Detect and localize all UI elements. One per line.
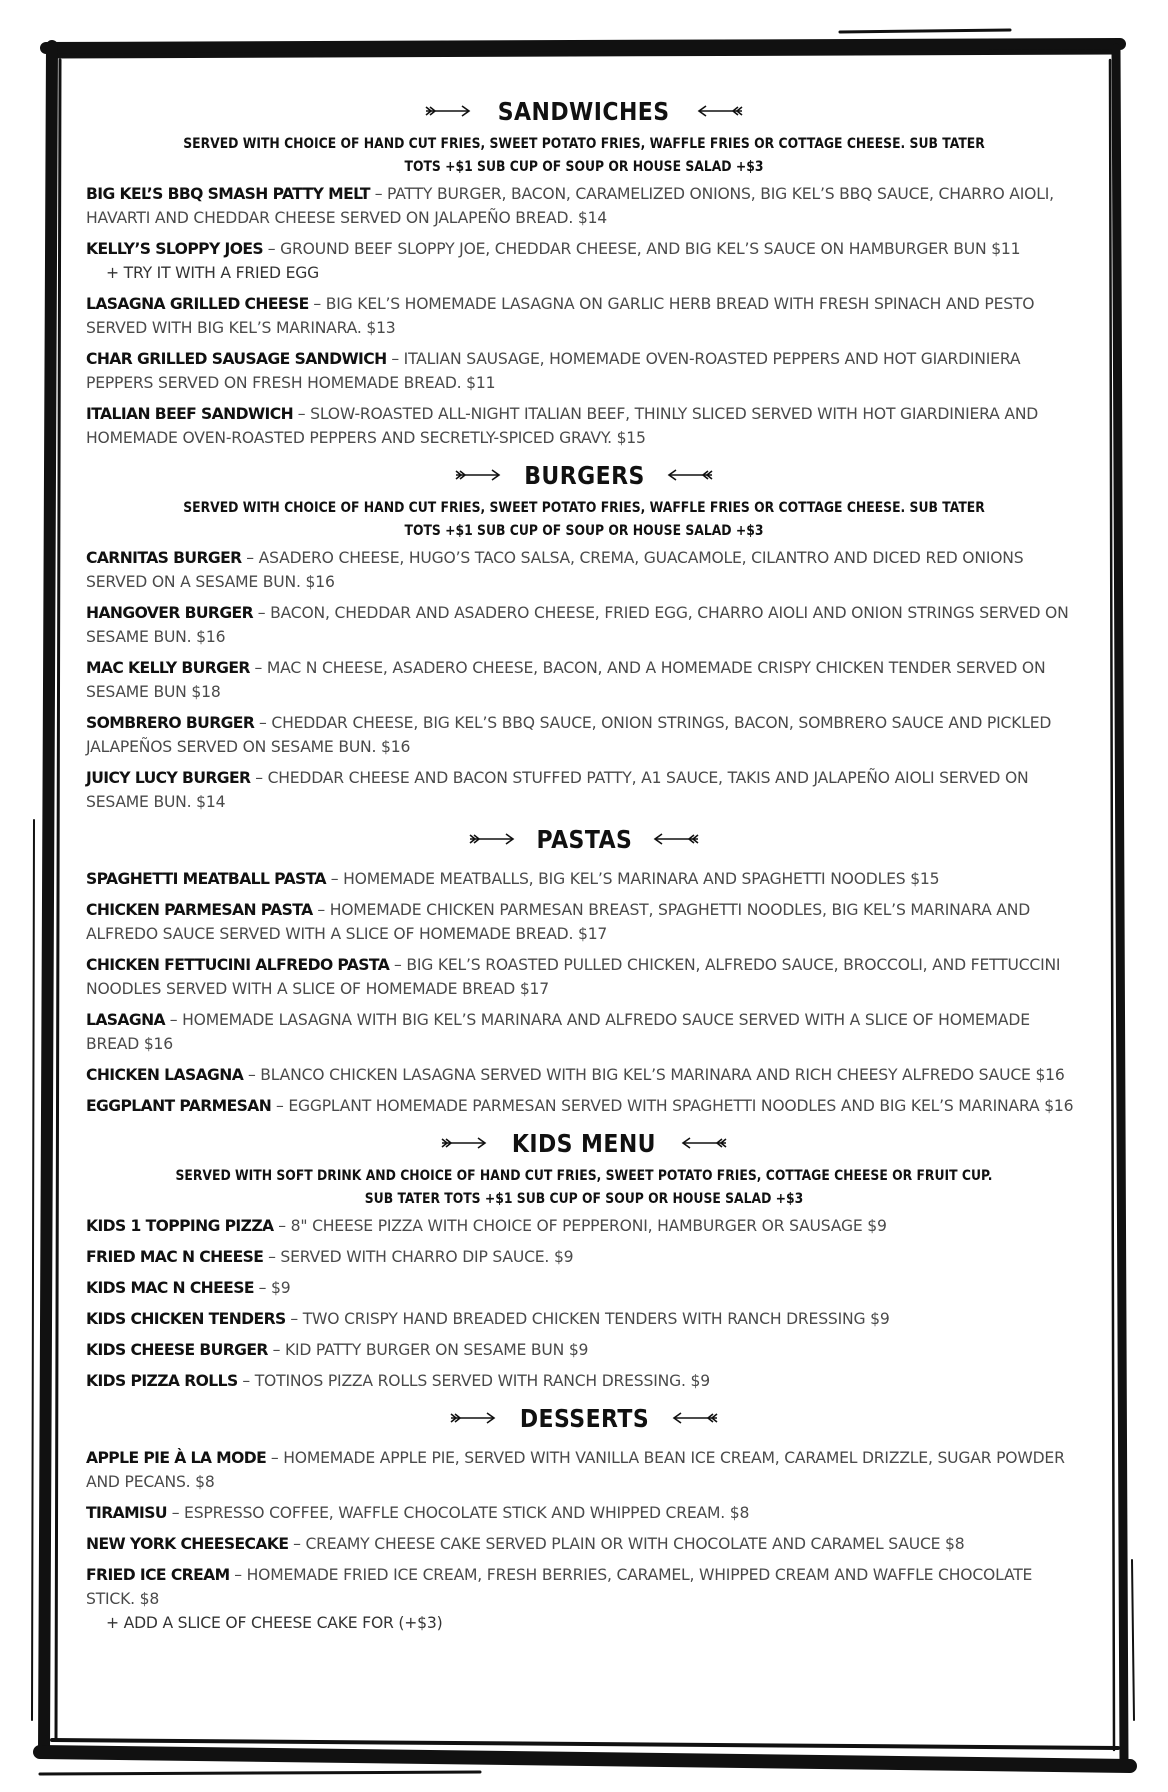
menu-item [86,1501,1082,1525]
item-description: – HOMEMADE CHICKEN PARMESAN BREAST, SPAGHETTI NOODLES, BIG KEL’S MARINARA AND ALFREDO SAUCE SERVED WITH A SLICE OF HOMEMADE BREAD. $17 [86,901,1031,943]
item-name: CARNITAS BURGER [86,549,242,567]
menu-item [86,766,1082,814]
item-name: CHICKEN PARMESAN PASTA [86,901,313,919]
item-name: FRIED ICE CREAM [86,1566,230,1584]
item-description: – EGGPLANT HOMEMADE PARMESAN SERVED WITH SPAGHETTI NOODLES AND BIG KEL’S MARINARA $16 [271,1097,1074,1115]
menu-item [86,1276,1082,1300]
item-description: – SLOW-ROASTED ALL-NIGHT ITALIAN BEEF, THINLY SLICED SERVED WITH HOT GIARDINIERA AND HOMEMADE OVEN-ROASTED PEPPERS AND SECRETLY-SPICED GRAVY. $15 [86,405,1039,447]
menu-item [86,711,1082,759]
item-name: NEW YORK CHEESECAKE [86,1535,289,1553]
menu-item [86,1446,1082,1494]
item-description: – BLANCO CHICKEN LASAGNA SERVED WITH BIG KEL’S MARINARA AND RICH CHEESY ALFREDO SAUCE $16 [243,1066,1065,1084]
item-description: – KID PATTY BURGER ON SESAME BUN $9 [267,1341,589,1359]
item-name: HANGOVER BURGER [86,604,253,622]
item-description: – ESPRESSO COFFEE, WAFFLE CHOCOLATE STICK AND WHIPPED CREAM. $8 [166,1504,750,1522]
arrow-left-icon [671,1412,719,1424]
section-title: SANDWICHES [498,96,670,126]
arrow-right-icon [424,105,472,117]
item-description: – CREAMY CHEESE CAKE SERVED PLAIN OR WITH CHOCOLATE AND CARAMEL SAUCE $8 [288,1535,965,1553]
menu-item [86,867,1082,891]
item-name: CHICKEN FETTUCINI ALFREDO PASTA [86,956,390,974]
item-name: APPLE PIE À LA MODE [86,1449,267,1467]
item-name: LASAGNA [86,1011,166,1029]
item-description: – CHEDDAR CHEESE, BIG KEL’S BBQ SAUCE, ONION STRINGS, BACON, SOMBRERO SAUCE AND PICKLED JALAPEÑOS SERVED ON SESAME BUN. $16 [86,714,1052,756]
menu-item [86,601,1082,649]
section-title: DESSERTS [519,1403,649,1433]
item-name: KIDS PIZZA ROLLS [86,1372,238,1390]
menu-item [86,953,1082,1001]
item-description: – HOMEMADE FRIED ICE CREAM, FRESH BERRIES, CARAMEL, WHIPPED CREAM AND WAFFLE CHOCOLATE STICK. $8 [86,1566,1033,1608]
item-addon: + ADD A SLICE OF CHEESE CAKE FOR (+$3) [106,1614,443,1632]
section-note: SERVED WITH CHOICE OF HAND CUT FRIES, SWEET POTATO FRIES, WAFFLE FRIES OR COTTAGE CHEESE. SUB TATER TOTS +$1 SUB CUP OF SOUP OR HOUSE SALAD +$3 [183,136,985,175]
arrow-left-icon [652,833,700,845]
item-description: – HOMEMADE APPLE PIE, SERVED WITH VANILLA BEAN ICE CREAM, CARAMEL DRIZZLE, SUGAR POWDER AND PECANS. $8 [86,1449,1065,1491]
item-name: KELLY’S SLOPPY JOES [86,240,264,258]
arrow-right-icon [440,1137,488,1149]
item-description: – ASADERO CHEESE, HUGO’S TACO SALSA, CREMA, GUACAMOLE, CILANTRO AND DICED RED ONIONS SERVED ON A SESAME BUN. $16 [86,549,1024,591]
item-name: KIDS MAC N CHEESE [86,1279,254,1297]
item-description: – HOMEMADE MEATBALLS, BIG KEL’S MARINARA AND SPAGHETTI NOODLES $15 [325,870,940,888]
section-note: SERVED WITH SOFT DRINK AND CHOICE OF HAND CUT FRIES, SWEET POTATO FRIES, COTTAGE CHEESE OR FRUIT CUP. SUB TATER TOTS +$1 SUB CUP OF SOUP OR HOUSE SALAD +$3 [175,1168,993,1207]
section-header-kids-menu [86,1125,1082,1161]
item-name: ITALIAN BEEF SANDWICH [86,405,294,423]
arrow-left-icon [680,1137,728,1149]
menu-item [86,1563,1082,1635]
item-description: – GROUND BEEF SLOPPY JOE, CHEDDAR CHEESE, AND BIG KEL’S SAUCE ON HAMBURGER BUN $11 [263,240,1021,258]
item-description: – HOMEMADE LASAGNA WITH BIG KEL’S MARINARA AND ALFREDO SAUCE SERVED WITH A SLICE OF HOMEMADE BREAD $16 [86,1011,1030,1053]
item-description: – BIG KEL’S HOMEMADE LASAGNA ON GARLIC HERB BREAD WITH FRESH SPINACH AND PESTO SERVED WITH BIG KEL’S MARINARA. $13 [86,295,1035,337]
section-header-burgers [86,457,1082,493]
arrow-left-icon [666,469,714,481]
section-header-pastas [86,821,1082,857]
menu-item [86,1245,1082,1269]
menu-content [86,93,1082,1642]
item-description: – $9 [253,1279,291,1297]
item-name: LASAGNA GRILLED CHEESE [86,295,309,313]
menu-item [86,347,1082,395]
item-name: CHICKEN LASAGNA [86,1066,244,1084]
menu-item [86,1008,1082,1056]
arrow-right-icon [468,833,516,845]
item-name: CHAR GRILLED SAUSAGE SANDWICH [86,350,387,368]
menu-item [86,237,1082,285]
menu-item [86,182,1082,230]
item-name: KIDS CHEESE BURGER [86,1341,268,1359]
arrow-left-icon [696,105,744,117]
item-description: – 8" CHEESE PIZZA WITH CHOICE OF PEPPERONI, HAMBURGER OR SAUSAGE $9 [273,1217,887,1235]
item-name: EGGPLANT PARMESAN [86,1097,272,1115]
item-name: SOMBRERO BURGER [86,714,255,732]
item-name: KIDS CHICKEN TENDERS [86,1310,286,1328]
arrow-right-icon [449,1412,497,1424]
menu-item [86,546,1082,594]
item-name: TIRAMISU [86,1504,167,1522]
item-name: KIDS 1 TOPPING PIZZA [86,1217,274,1235]
item-name: SPAGHETTI MEATBALL PASTA [86,870,326,888]
menu-item [86,1338,1082,1362]
item-description: – MAC N CHEESE, ASADERO CHEESE, BACON, AND A HOMEMADE CRISPY CHICKEN TENDER SERVED ON SESAME BUN $18 [86,659,1046,701]
menu-item [86,1532,1082,1556]
item-name: MAC KELLY BURGER [86,659,250,677]
item-description: – TWO CRISPY HAND BREADED CHICKEN TENDERS WITH RANCH DRESSING $9 [285,1310,890,1328]
item-description: – TOTINOS PIZZA ROLLS SERVED WITH RANCH DRESSING. $9 [237,1372,710,1390]
menu-item [86,1214,1082,1238]
section-title: BURGERS [523,460,645,490]
item-description: – BIG KEL’S ROASTED PULLED CHICKEN, ALFREDO SAUCE, BROCCOLI, AND FETTUCCINI NOODLES SERVED WITH A SLICE OF HOMEMADE BREAD $17 [86,956,1061,998]
section-header-desserts [86,1400,1082,1436]
item-name: FRIED MAC N CHEESE [86,1248,264,1266]
item-name: BIG KEL’S BBQ SMASH PATTY MELT [86,185,370,203]
menu-item [86,1307,1082,1331]
section-title: PASTAS [536,824,632,854]
menu-item [86,292,1082,340]
arrow-right-icon [454,469,502,481]
section-title: KIDS MENU [511,1128,657,1158]
item-description: – BACON, CHEDDAR AND ASADERO CHEESE, FRIED EGG, CHARRO AIOLI AND ONION STRINGS SERVED ON SESAME BUN. $16 [86,604,1069,646]
menu-item [86,1063,1082,1087]
item-addon: + TRY IT WITH A FRIED EGG [106,264,320,282]
item-description: – ITALIAN SAUSAGE, HOMEMADE OVEN-ROASTED PEPPERS AND HOT GIARDINIERA PEPPERS SERVED ON FRESH HOMEMADE BREAD. $11 [86,350,1021,392]
item-description: – CHEDDAR CHEESE AND BACON STUFFED PATTY, A1 SAUCE, TAKIS AND JALAPEÑO AIOLI SERVED ON SESAME BUN. $14 [86,769,1029,811]
section-note: SERVED WITH CHOICE OF HAND CUT FRIES, SWEET POTATO FRIES, WAFFLE FRIES OR COTTAGE CHEESE. SUB TATER TOTS +$1 SUB CUP OF SOUP OR HOUSE SALAD +$3 [183,500,985,539]
menu-item [86,1369,1082,1393]
item-description: – SERVED WITH CHARRO DIP SAUCE. $9 [263,1248,574,1266]
item-description: – PATTY BURGER, BACON, CARAMELIZED ONIONS, BIG KEL’S BBQ SAUCE, CHARRO AIOLI, HAVARTI AND CHEDDAR CHEESE SERVED ON JALAPEÑO BREAD. $14 [86,185,1054,227]
menu-item [86,656,1082,704]
menu-item [86,402,1082,450]
item-name: JUICY LUCY BURGER [86,769,251,787]
menu-item [86,898,1082,946]
menu-item [86,1094,1082,1118]
section-header-sandwiches [86,93,1082,129]
